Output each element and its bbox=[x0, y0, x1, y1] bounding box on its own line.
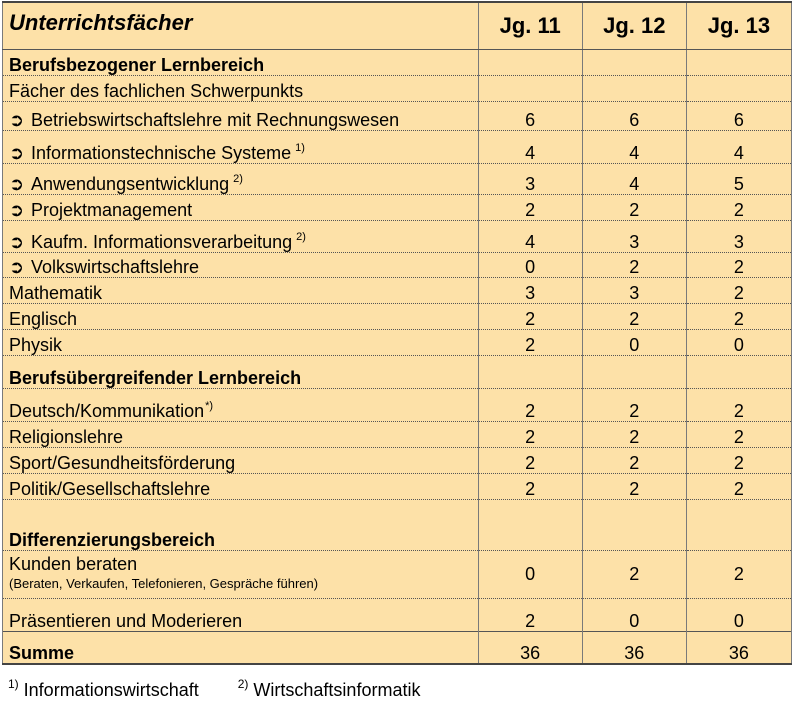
table-row bbox=[3, 163, 792, 194]
section-title: Berufsbezogener Lernbereich bbox=[3, 49, 479, 75]
subject-name: Betriebswirtschaftslehre mit Rechnungswesen bbox=[31, 109, 400, 130]
value-jg12: 2 bbox=[582, 421, 686, 447]
arrow-icon: ➲ bbox=[9, 231, 25, 252]
footnote-1-text: Informationswirtschaft bbox=[23, 680, 199, 700]
table-row bbox=[3, 101, 792, 130]
header-jg13: Jg. 13 bbox=[686, 2, 791, 49]
value-jg13: 3 bbox=[686, 220, 791, 252]
value-jg13: 0 bbox=[686, 598, 791, 631]
table-row bbox=[3, 252, 792, 277]
header-subject: Unterrichtsfächer bbox=[3, 2, 479, 49]
table-row bbox=[3, 421, 792, 447]
value-jg11: 6 bbox=[478, 101, 582, 130]
subject-note: (Beraten, Verkaufen, Telefonieren, Gespräche führen) bbox=[9, 576, 319, 591]
table-row bbox=[3, 447, 792, 473]
subject-name: Deutsch/Kommunikation bbox=[9, 400, 205, 421]
subject-cell bbox=[3, 130, 479, 163]
arrow-icon: ➲ bbox=[9, 256, 25, 277]
value-jg11: 0 bbox=[478, 550, 582, 598]
table-row bbox=[3, 329, 792, 355]
section-row bbox=[3, 499, 792, 550]
value-jg13: 2 bbox=[686, 252, 791, 277]
table-row bbox=[3, 550, 792, 598]
header-jg11: Jg. 11 bbox=[478, 2, 582, 49]
table-row bbox=[3, 220, 792, 252]
value-jg13: 2 bbox=[686, 550, 791, 598]
arrow-icon: ➲ bbox=[9, 199, 25, 220]
value-jg12: 0 bbox=[582, 598, 686, 631]
section-title: Berufsübergreifender Lernbereich bbox=[3, 355, 479, 388]
value-jg13: 5 bbox=[686, 163, 791, 194]
footnote-1 bbox=[8, 677, 199, 701]
value-jg11: 4 bbox=[478, 220, 582, 252]
subject-cell bbox=[3, 388, 479, 421]
value-jg12: 2 bbox=[582, 194, 686, 220]
subject-cell bbox=[3, 220, 479, 252]
header-jg12: Jg. 12 bbox=[582, 2, 686, 49]
summe-jg13: 36 bbox=[686, 631, 791, 664]
value-jg12: 2 bbox=[582, 252, 686, 277]
footnote-mark: 2) bbox=[233, 172, 243, 185]
section-row bbox=[3, 355, 792, 388]
subject-cell bbox=[3, 252, 479, 277]
value-jg11: 0 bbox=[478, 252, 582, 277]
value-jg12: 2 bbox=[582, 550, 686, 598]
value-jg12: 2 bbox=[582, 473, 686, 499]
value-jg12: 2 bbox=[582, 447, 686, 473]
subject-cell bbox=[3, 163, 479, 194]
summe-row bbox=[3, 631, 792, 664]
value-jg12: 2 bbox=[582, 303, 686, 329]
value-jg11: 2 bbox=[478, 194, 582, 220]
section-title: Differenzierungsbereich bbox=[3, 499, 479, 550]
value-jg12: 4 bbox=[582, 130, 686, 163]
value-jg12: 6 bbox=[582, 101, 686, 130]
subject-name: Physik bbox=[3, 329, 479, 355]
value-jg13: 2 bbox=[686, 388, 791, 421]
value-jg11: 2 bbox=[478, 421, 582, 447]
arrow-icon: ➲ bbox=[9, 109, 25, 130]
value-jg13: 6 bbox=[686, 101, 791, 130]
footnote-mark: *) bbox=[205, 399, 214, 412]
value-jg11: 3 bbox=[478, 163, 582, 194]
table-row bbox=[3, 473, 792, 499]
footnote-1-mark: 1) bbox=[8, 677, 19, 691]
subject-name: Anwendungsentwicklung bbox=[31, 173, 230, 194]
subsection-title: Fächer des fachlichen Schwerpunkts bbox=[3, 75, 479, 101]
subject-name: Mathematik bbox=[3, 277, 479, 303]
value-jg11: 2 bbox=[478, 598, 582, 631]
value-jg11: 3 bbox=[478, 277, 582, 303]
subject-cell bbox=[3, 194, 479, 220]
value-jg11: 2 bbox=[478, 388, 582, 421]
footnotes bbox=[8, 677, 421, 701]
subject-name: Informationstechnische Systeme bbox=[31, 142, 292, 163]
footnote-mark: 1) bbox=[295, 141, 305, 154]
subject-name: Präsentieren und Moderieren bbox=[3, 598, 479, 631]
subject-cell bbox=[3, 550, 479, 598]
value-jg13: 0 bbox=[686, 329, 791, 355]
footnote-2-text: Wirtschaftsinformatik bbox=[253, 680, 421, 700]
value-jg11: 2 bbox=[478, 473, 582, 499]
footnote-2-mark: 2) bbox=[237, 677, 249, 691]
value-jg11: 2 bbox=[478, 447, 582, 473]
value-jg13: 2 bbox=[686, 194, 791, 220]
table-row bbox=[3, 388, 792, 421]
subject-name: Volkswirtschaftslehre bbox=[31, 256, 200, 277]
section-row bbox=[3, 49, 792, 75]
value-jg11: 2 bbox=[478, 303, 582, 329]
summe-jg12: 36 bbox=[582, 631, 686, 664]
header-row bbox=[3, 2, 792, 49]
subject-name: Politik/Gesellschaftslehre bbox=[3, 473, 479, 499]
value-jg11: 4 bbox=[478, 130, 582, 163]
subsection-row bbox=[3, 75, 792, 101]
value-jg13: 4 bbox=[686, 130, 791, 163]
table-row bbox=[3, 303, 792, 329]
value-jg12: 3 bbox=[582, 220, 686, 252]
summe-label: Summe bbox=[3, 631, 479, 664]
arrow-icon: ➲ bbox=[9, 142, 25, 163]
subject-cell bbox=[3, 101, 479, 130]
subject-name: Englisch bbox=[3, 303, 479, 329]
value-jg13: 2 bbox=[686, 277, 791, 303]
arrow-icon: ➲ bbox=[9, 173, 25, 194]
footnote-2 bbox=[237, 677, 421, 701]
subject-name: Kaufm. Informationsverarbeitung bbox=[31, 231, 293, 252]
value-jg13: 2 bbox=[686, 421, 791, 447]
footnote-mark: 2) bbox=[296, 230, 306, 243]
subject-name: Sport/Gesundheitsförderung bbox=[3, 447, 479, 473]
value-jg12: 4 bbox=[582, 163, 686, 194]
subject-name: Religionslehre bbox=[3, 421, 479, 447]
value-jg13: 2 bbox=[686, 447, 791, 473]
summe-jg11: 36 bbox=[478, 631, 582, 664]
value-jg11: 2 bbox=[478, 329, 582, 355]
table-row bbox=[3, 130, 792, 163]
value-jg12: 0 bbox=[582, 329, 686, 355]
table-row bbox=[3, 598, 792, 631]
subject-name: Kunden beraten bbox=[9, 554, 138, 574]
value-jg13: 2 bbox=[686, 473, 791, 499]
value-jg12: 2 bbox=[582, 388, 686, 421]
subjects-table bbox=[2, 1, 792, 665]
table-row bbox=[3, 194, 792, 220]
table-row bbox=[3, 277, 792, 303]
value-jg12: 3 bbox=[582, 277, 686, 303]
subject-name: Projektmanagement bbox=[31, 199, 193, 220]
value-jg13: 2 bbox=[686, 303, 791, 329]
